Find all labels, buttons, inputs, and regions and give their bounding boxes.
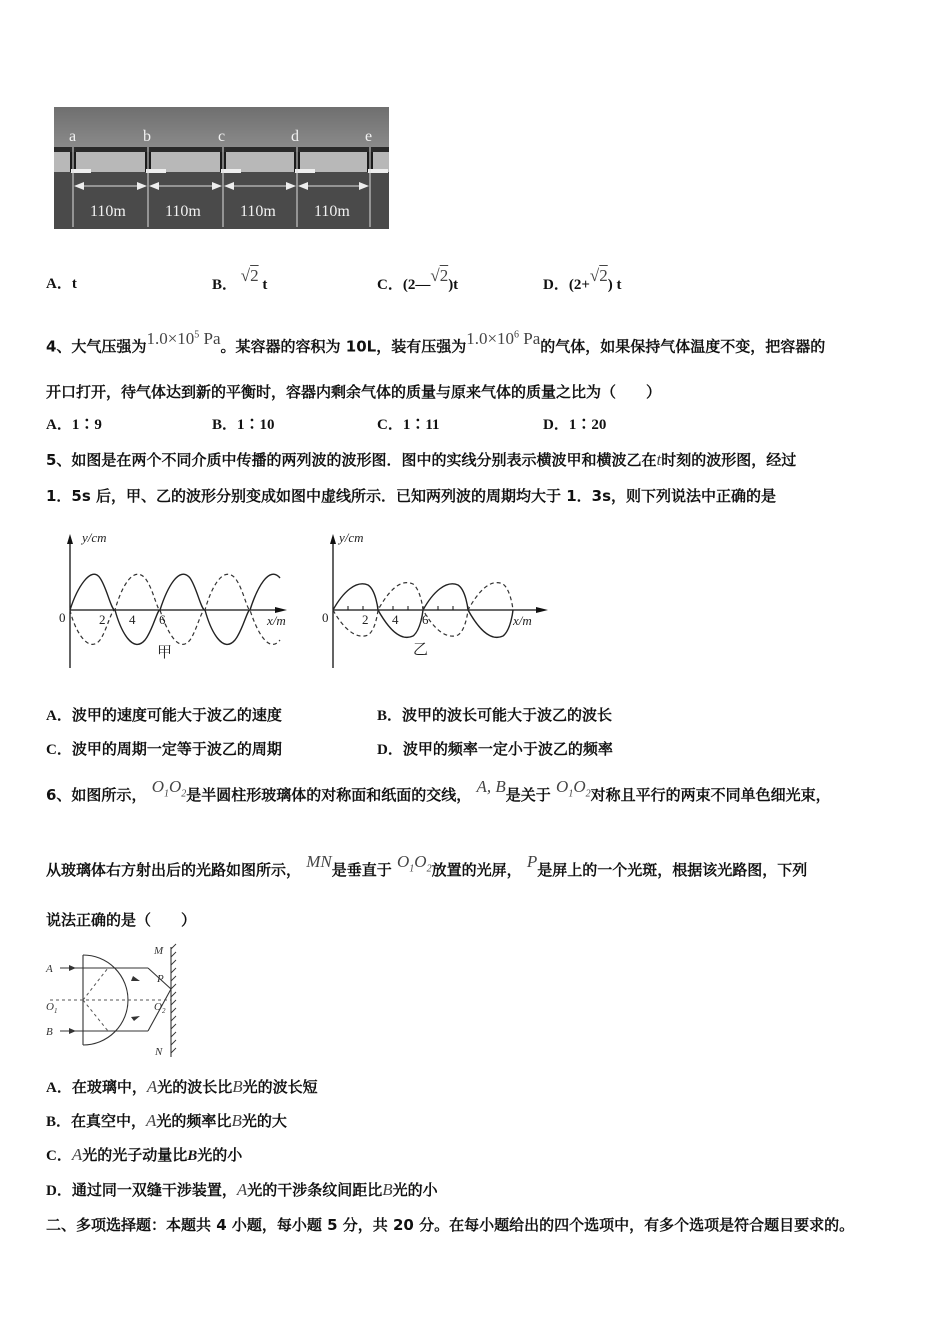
q3-option-b[interactable]: B． √2 t — [212, 266, 268, 293]
q3-option-a[interactable]: A．t — [46, 276, 77, 292]
svg-text:y/cm: y/cm — [82, 530, 107, 545]
q6-option-b[interactable]: B．在真空中，A光的频率比B光的大 — [46, 1111, 287, 1130]
q5-option-b[interactable]: B．波甲的波长可能大于波乙的波长 — [377, 706, 613, 724]
svg-text:0: 0 — [59, 610, 66, 625]
sqrt-icon: √2 — [430, 266, 449, 285]
svg-text:110m: 110m — [165, 203, 201, 220]
sqrt-icon: √2 — [589, 266, 608, 285]
q4-option-b[interactable]: B．1∶10 — [212, 417, 275, 433]
svg-text:O: O — [154, 1001, 162, 1013]
svg-text:1: 1 — [54, 1007, 58, 1015]
q4-option-d[interactable]: D．1∶20 — [543, 417, 607, 433]
q5-option-d[interactable]: D．波甲的频率一定小于波乙的频率 — [377, 740, 613, 758]
wave-chart-jia — [55, 530, 305, 670]
svg-text:乙: 乙 — [413, 642, 429, 658]
q6-option-a[interactable]: A．在玻璃中，A光的波长比B光的波长短 — [46, 1077, 318, 1096]
svg-text:110m: 110m — [240, 203, 276, 220]
q6-stem-line3: 说法正确的是（ ） — [46, 911, 197, 929]
svg-text:6: 6 — [422, 612, 429, 627]
svg-text:2: 2 — [99, 612, 106, 627]
q3-option-d[interactable]: D．(2+√2) t — [543, 266, 622, 293]
section-2-heading: 二、多项选择题：本题共 4 小题，每小题 5 分，共 20 分。在每小题给出的四个选项中，有多个选项是符合题目要求的。 — [46, 1216, 855, 1234]
svg-text:6: 6 — [159, 612, 166, 627]
svg-text:x/m: x/m — [513, 613, 532, 628]
svg-text:b: b — [143, 128, 151, 145]
svg-text:e: e — [365, 128, 373, 145]
optics-diagram — [40, 937, 200, 1065]
svg-text:2: 2 — [162, 1007, 166, 1015]
svg-text:d: d — [291, 128, 299, 145]
svg-text:y/cm: y/cm — [339, 530, 364, 545]
svg-text:P: P — [157, 973, 164, 985]
svg-text:M: M — [154, 945, 164, 957]
q6-stem-line1: 6、如图所示， $O_1O_2$是半圆柱形玻璃体的对称面和纸面的交线， A, B是关于 $O_1O_2$对称且平行的两束不同单色细光束， — [46, 777, 831, 804]
q6-stem-line2: 从玻璃体右方射出后的光路如图所示， MN是垂直于 $O_1O_2$放置的光屏， P是屏上的一个光斑，根据该光路图，下列 — [46, 852, 808, 879]
label-a: a — [69, 128, 77, 145]
svg-text:110m: 110m — [90, 203, 126, 220]
svg-text:N: N — [155, 1046, 163, 1058]
svg-text:4: 4 — [129, 612, 136, 627]
q4-option-c[interactable]: C．1∶11 — [377, 417, 440, 433]
bridge-photo — [54, 107, 389, 229]
svg-text:4: 4 — [392, 612, 399, 627]
svg-text:c: c — [218, 128, 226, 145]
q4-stem-line2: 开口打开，待气体达到新的平衡时，容器内剩余气体的质量与原来气体的质量之比为（ ） — [46, 383, 662, 401]
svg-text:110m: 110m — [314, 203, 350, 220]
svg-text:B: B — [46, 1026, 53, 1038]
svg-text:甲: 甲 — [157, 645, 173, 661]
q4-stem-line1: 4、大气压强为$1.0\times 10^5$ Pa。某容器的容积为 10L，装有压强为$1.0\times 10^6$ Pa的气体，如果保持气体温度不变，把容器的 — [46, 328, 826, 356]
q3-option-c[interactable]: C．(2—√2)t — [377, 266, 459, 293]
q5-stem-line1: 5、如图是在两个不同介质中传播的两列波的波形图．图中的实线分别表示横波甲和横波乙在t时刻的波形图，经过 — [46, 450, 797, 469]
sqrt-icon: √2 — [240, 266, 259, 285]
wave-chart-yi — [318, 530, 558, 670]
svg-text:A: A — [46, 963, 53, 975]
q5-option-c[interactable]: C．波甲的周期一定等于波乙的周期 — [46, 740, 282, 758]
svg-text:0: 0 — [322, 610, 329, 625]
q5-stem-line2: 1．5s 后，甲、乙的波形分别变成如图中虚线所示．已知两列波的周期均大于 1．3s，则下列说法中正确的是 — [46, 487, 777, 505]
svg-text:O: O — [46, 1001, 54, 1013]
q5-option-a[interactable]: A．波甲的速度可能大于波乙的速度 — [46, 706, 282, 724]
svg-text:x/m: x/m — [267, 613, 286, 628]
svg-text:2: 2 — [362, 612, 369, 627]
q4-option-a[interactable]: A．1∶9 — [46, 417, 102, 433]
q6-option-d[interactable]: D．通过同一双缝干涉装置，A光的干涉条纹间距比B光的小 — [46, 1180, 438, 1199]
q6-option-c[interactable]: C．A光的光子动量比B光的小 — [46, 1145, 243, 1164]
